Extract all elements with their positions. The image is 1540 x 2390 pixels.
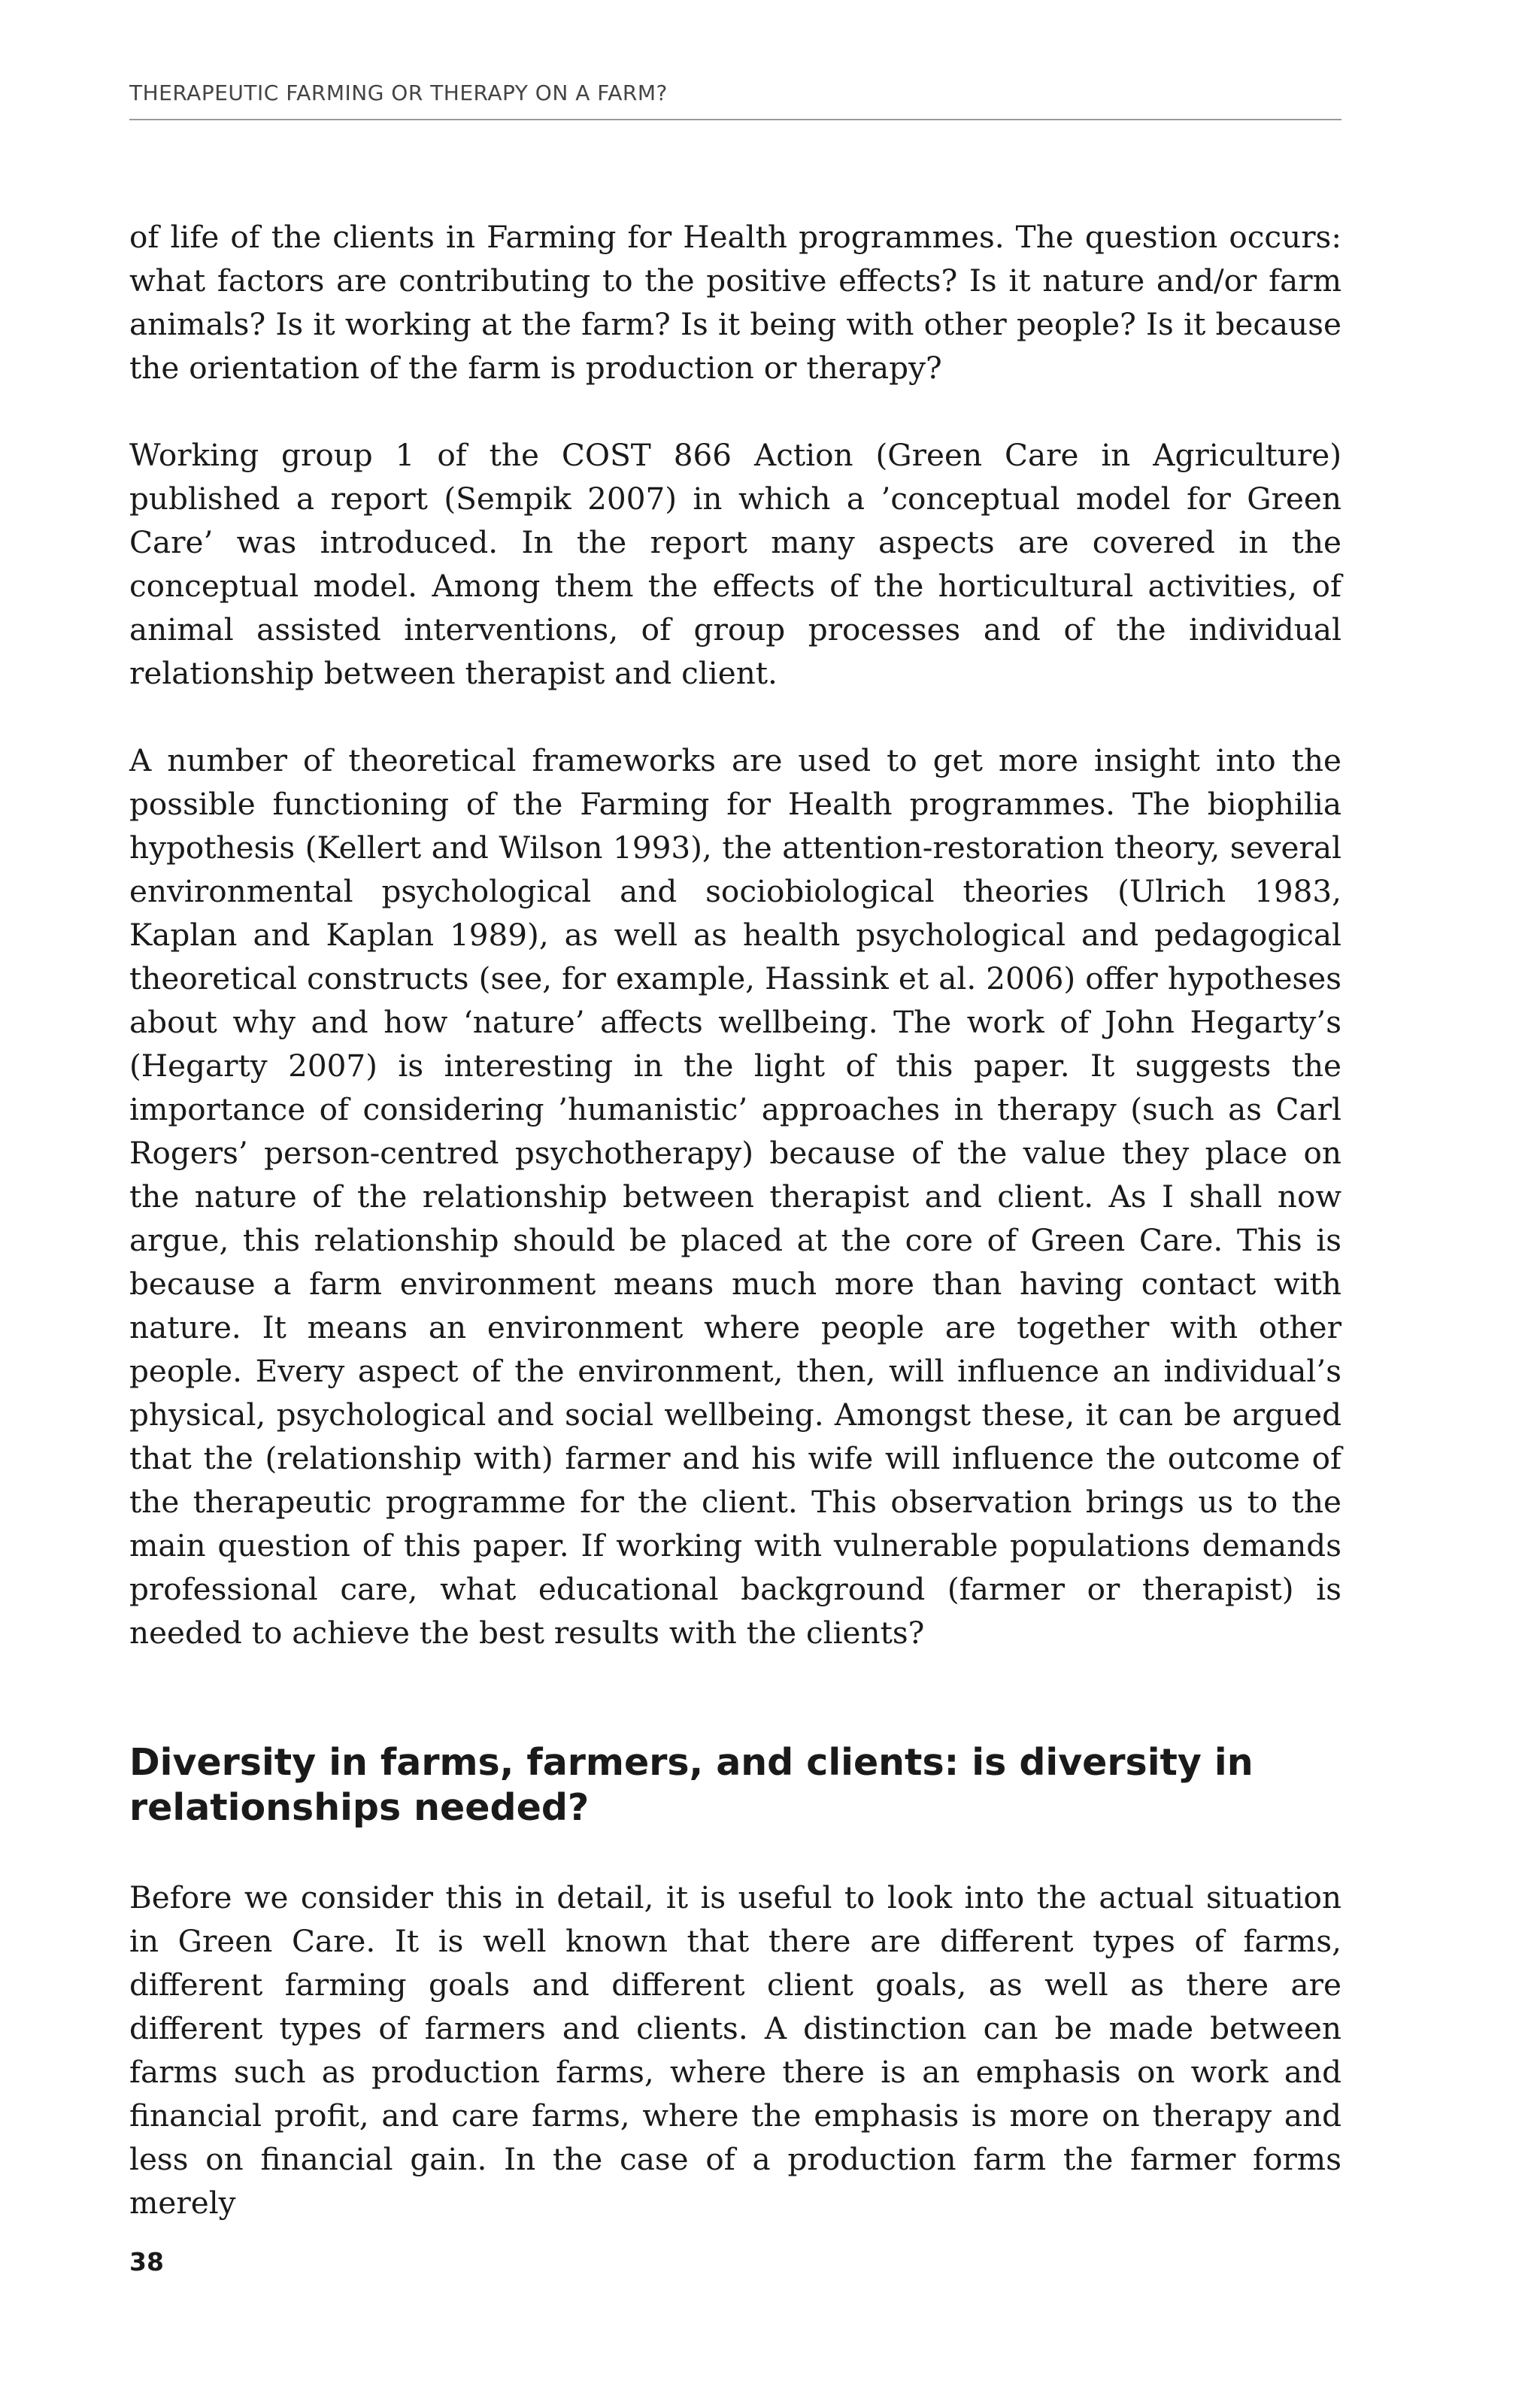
paragraph-3: A number of theoretical frameworks are used to get more insight into the possible functioning of the Farming for Health programmes. The biophilia hypothesis (Kellert and Wilson 1993), the attention-restoration theory, several environmental psychological and sociobiological theories (Ulrich 1983, Kaplan and Kaplan 1989), as well as health psychological and pedagogical theoretical constructs (see, for example, Hassink et al. 2006) offer hypotheses about why and how ‘nature’ affects wellbeing. The work of John Hegarty’s (Hegarty 2007) is interesting in the light of this paper. It suggests the importance of considering ’humanistic’ approaches in therapy (such as Carl Rogers’ person-centred psychotherapy) because of the value they place on the nature of the relationship between therapist and client. As I shall now argue, this relationship should be placed at the core of Green Care. This is because a farm environment means much more than having contact with nature. It means an environment where people are together with other people. Every aspect of the environment, then, will influence an individual’s physical, psychological and social wellbeing. Amongst these, it can be argued that the (relationship with) farmer and his wife will influence the outcome of the therapeutic programme for the client. This observation brings us to the main question of this paper. If working with vulnerable populations demands professional care, what educational background (farmer or therapist) is needed to achieve the best results with the clients? [129, 742, 1341, 1651]
header-rule [129, 119, 1341, 120]
running-head: THERAPEUTIC FARMING OR THERAPY ON A FARM? [129, 80, 668, 105]
body-text [129, 215, 1341, 2268]
paragraph-2: Working group 1 of the COST 866 Action (Green Care in Agriculture) published a report (Sempik 2007) in which a ’conceptual model for Green Care’ was introduced. In the report many aspects are covered in the conceptual model. Among them the effects of the horticultural activities, of animal assisted interventions, of group processes and of the individual relationship between therapist and client. [129, 437, 1341, 691]
section-paragraph: Before we consider this in detail, it is useful to look into the actual situation in Green Care. It is well known that there are different types of farms, different farming goals and different client goals, as well as there are different types of farmers and clients. A distinction can be made between farms such as production farms, where there is an emphasis on work and financial profit, and care farms, where the emphasis is more on therapy and less on financial gain. In the case of a production farm the farmer forms merely [129, 1879, 1341, 2221]
page-number: 38 [129, 2247, 164, 2276]
paragraph-1: of life of the clients in Farming for Health programmes. The question occurs: what factors are contributing to the positive effects? Is it nature and/or farm animals? Is it working at the farm? Is it being with other people? Is it because the orientation of the farm is production or therapy? [129, 219, 1341, 386]
section-heading: Diversity in farms, farmers, and clients: is diversity in relationships needed? [129, 1741, 1254, 1829]
